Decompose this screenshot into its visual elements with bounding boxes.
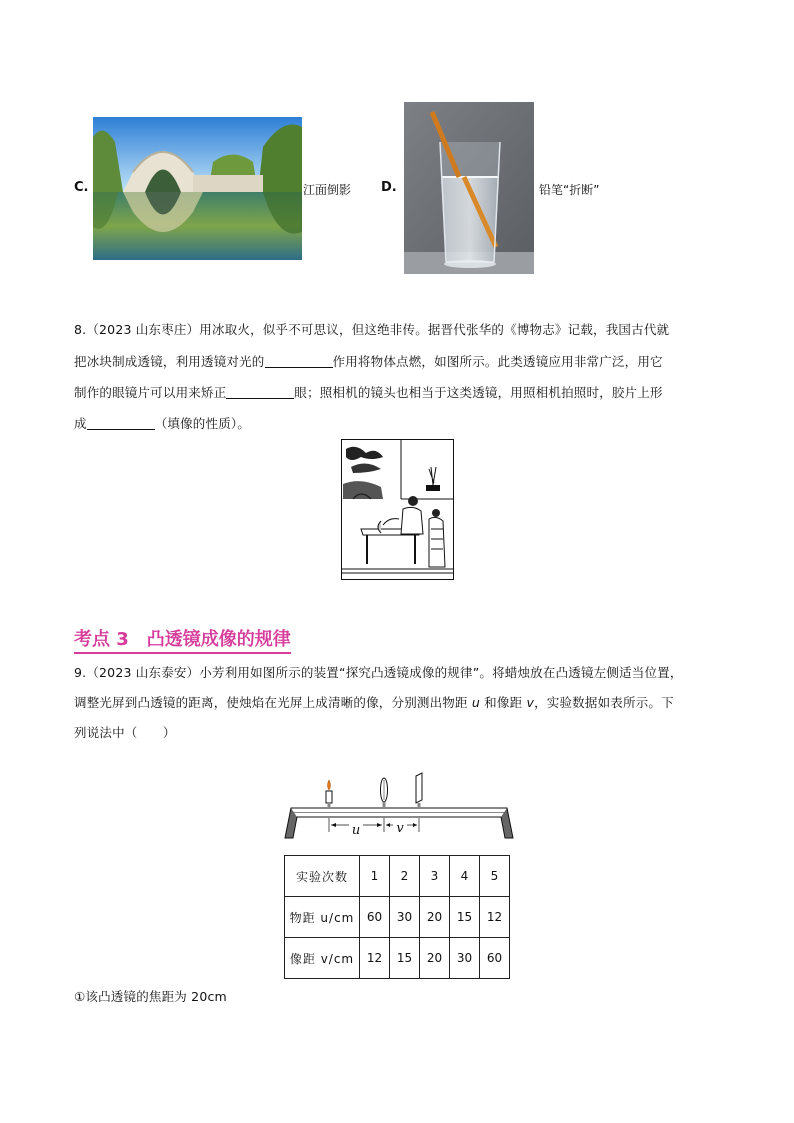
q8-blank-2[interactable] xyxy=(226,384,294,399)
q9-text-2a: 调整光屏到凸透镜的距离，使烛焰在光屏上成清晰的像，分别测出物距 xyxy=(74,695,472,710)
q8-blank-3[interactable] xyxy=(87,415,155,430)
table-cell: 60 xyxy=(360,897,390,938)
table-cell: 5 xyxy=(480,856,510,897)
q8-line-3 xyxy=(74,378,663,408)
optical-bench-diagram xyxy=(283,772,515,844)
table-cell: 15 xyxy=(450,897,480,938)
table-cell: 30 xyxy=(450,938,480,979)
q9-line-3: 列说法中（ ） xyxy=(74,725,176,740)
section-title-knowledge-point-3: 考点 3 凸透镜成像的规律 xyxy=(74,625,291,654)
ancient-ice-lens-illustration xyxy=(341,439,454,580)
q8-text-3b: 眼；照相机的镜头也相当于这类透镜，用照相机拍照时，胶片上形 xyxy=(294,385,663,400)
table-row xyxy=(285,897,510,938)
table-cell: 20 xyxy=(420,938,450,979)
option-d-label: D. xyxy=(381,180,397,195)
q9-statement-1: ①该凸透镜的焦距为 20cm xyxy=(74,989,227,1004)
table-head: 像距 v/cm xyxy=(285,938,360,979)
q8-line-4 xyxy=(74,409,250,439)
q8-blank-1[interactable] xyxy=(265,353,333,368)
table-cell: 15 xyxy=(390,938,420,979)
table-cell: 20 xyxy=(420,897,450,938)
q9-line-2 xyxy=(74,688,674,718)
table-row xyxy=(285,938,510,979)
table-cell: 12 xyxy=(360,938,390,979)
option-c-caption: 江面倒影 xyxy=(303,183,352,197)
table-cell: 4 xyxy=(450,856,480,897)
q9-var-v: v xyxy=(526,695,535,710)
table-cell: 2 xyxy=(390,856,420,897)
q9-var-u: u xyxy=(471,695,480,710)
table-cell: 60 xyxy=(480,938,510,979)
q8-text-4a: 成 xyxy=(74,416,87,431)
q8-text-1: 8.（2023 山东枣庄）用冰取火，似乎不可思议，但这绝非传。据晋代张华的《博物志》记载，我国古代就 xyxy=(74,322,670,337)
q9-text-2b: 和像距 xyxy=(480,695,527,710)
table-head: 实验次数 xyxy=(285,856,360,897)
q8-text-2b: 作用将物体点燃，如图所示。此类透镜应用非常广泛，用它 xyxy=(332,354,663,369)
q8-line-1 xyxy=(74,315,669,345)
q9-text-2c: ，实验数据如表所示。下 xyxy=(534,695,674,710)
table-cell: 1 xyxy=(360,856,390,897)
experiment-data-table xyxy=(284,855,510,979)
q8-line-2 xyxy=(74,347,663,377)
bridge-reflection-photo xyxy=(93,117,302,260)
option-c-label: C. xyxy=(74,180,89,195)
option-d-caption: 铅笔“折断” xyxy=(539,183,600,197)
q8-text-2a: 把冰块制成透镜，利用透镜对光的 xyxy=(74,354,265,369)
table-row xyxy=(285,856,510,897)
diagram-v-label: v xyxy=(396,821,404,836)
q9-line-1: 9.（2023 山东泰安）小芳利用如图所示的装置“探究凸透镜成像的规律”。将蜡烛放在凸透镜左侧适当位置， xyxy=(74,665,683,680)
q8-text-4b: （填像的性质）。 xyxy=(154,416,251,431)
q8-text-3a: 制作的眼镜片可以用来矫正 xyxy=(74,385,227,400)
table-cell: 30 xyxy=(390,897,420,938)
table-cell: 12 xyxy=(480,897,510,938)
pencil-in-glass-photo xyxy=(404,102,534,274)
diagram-u-label: u xyxy=(351,823,361,838)
table-cell: 3 xyxy=(420,856,450,897)
table-head: 物距 u/cm xyxy=(285,897,360,938)
